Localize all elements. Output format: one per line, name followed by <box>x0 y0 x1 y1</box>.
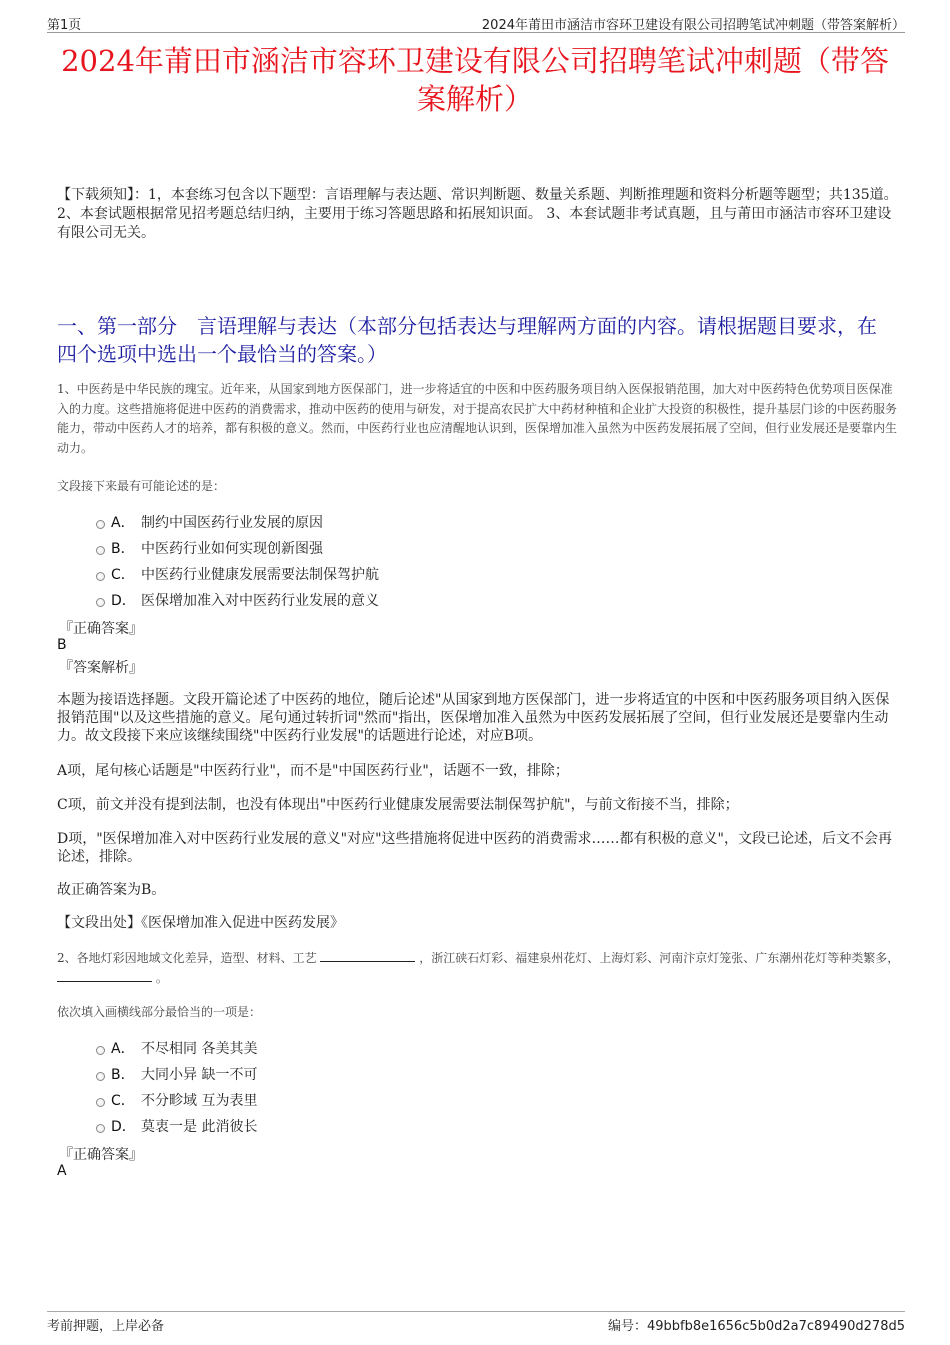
radio-button[interactable] <box>96 1046 105 1055</box>
option-letter: D． <box>111 593 136 609</box>
option-text: 莫衷一是 此消彼长 <box>141 1119 258 1135</box>
question-1-options <box>96 509 379 613</box>
question-1-prompt: 文段接下来最有可能论述的是： <box>57 479 226 493</box>
stem-text: 2、各地灯彩因地域文化差异，造型、材料、工艺 <box>57 951 317 965</box>
question-2-stem <box>57 949 902 988</box>
option-text: 中医药行业如何实现创新图强 <box>141 541 323 557</box>
option-text: 医保增加准入对中医药行业发展的意义 <box>141 593 379 609</box>
option-letter: B． <box>111 541 135 557</box>
option-letter: D． <box>111 1119 136 1135</box>
analysis-paragraph: 本题为接语选择题。文段开篇论述了中医药的地位，随后论述"从国家到地方医保部门，进一步将适宜的中医和中医药服务项目纳入医保报销范围"以及这些措施的意义。尾句通过转折词"然而"指出，医保增加准入虽然为中医药发展拓展了空间，但行业发展还是要靠内生动力。故文段接下来应该继续围绕"中医药行业发展"的话题进行论述，对应B项。 <box>57 692 890 744</box>
option-letter: A． <box>111 1041 135 1057</box>
question-1-option-b[interactable] <box>96 535 379 561</box>
analysis-label: 『答案解析』 <box>59 660 143 676</box>
option-letter: C． <box>111 567 135 583</box>
correct-answer-label: 『正确答案』 <box>59 1147 143 1163</box>
correct-answer: B <box>57 637 67 653</box>
radio-button[interactable] <box>96 572 105 581</box>
analysis-conclusion: 故正确答案为B。 <box>57 882 166 898</box>
radio-button[interactable] <box>96 1072 105 1081</box>
fill-blank <box>320 951 415 962</box>
page-header <box>47 12 905 33</box>
option-text: 中医药行业健康发展需要法制保驾护航 <box>141 567 379 583</box>
analysis-source: 【文段出处】《医保增加准入促进中医药发展》 <box>57 915 344 931</box>
download-notice: 【下载须知】：1，本套练习包含以下题型：言语理解与表达题、常识判断题、数量关系题、判断推理题和资料分析题等题型；共135道。 2、本套试题根据常见招考题总结归纳，主要用于练习答题思路和拓展知识面。 3、本套试题非考试真题，且与莆田市涵洁市容环卫建设有限公司无关。 <box>57 187 898 241</box>
question-2-prompt: 依次填入画横线部分最恰当的一项是： <box>57 1005 262 1019</box>
section-heading: 一、第一部分 言语理解与表达（本部分包括表达与理解两方面的内容。请根据题目要求，在四个选项中选出一个最恰当的答案。） <box>57 314 877 366</box>
question-1-option-d[interactable] <box>96 587 379 613</box>
option-letter: C． <box>111 1093 135 1109</box>
correct-answer: A <box>57 1163 67 1179</box>
page-footer <box>47 1311 905 1332</box>
option-text: 制约中国医药行业发展的原因 <box>141 515 323 531</box>
question-1-option-c[interactable] <box>96 561 379 587</box>
analysis-paragraph: C项，前文并没有提到法制，也没有体现出"中医药行业健康发展需要法制保驾护航"，与前文衔接不当，排除； <box>57 797 739 813</box>
option-letter: A． <box>111 515 135 531</box>
option-text: 不尽相同 各美其美 <box>141 1041 258 1057</box>
radio-button[interactable] <box>96 598 105 607</box>
option-letter: B． <box>111 1067 135 1083</box>
question-2-option-b[interactable] <box>96 1061 257 1087</box>
stem-text: 。 <box>155 970 168 985</box>
analysis-paragraph: D项，"医保增加准入对中医药行业发展的意义"对应"这些措施将促进中医药的消费需求……都有积极的意义"，文段已论述，后文不会再论述，排除。 <box>57 831 892 865</box>
page-number: 第1页 <box>47 18 82 33</box>
header-doc-title: 2024年莆田市涵洁市容环卫建设有限公司招聘笔试冲刺题（带答案解析） <box>481 18 905 33</box>
radio-button[interactable] <box>96 1098 105 1107</box>
stem-text: ，浙江硖石灯彩、福建泉州花灯、上海灯彩、河南汴京灯笼张、广东潮州花灯等种类繁多， <box>419 951 900 965</box>
radio-button[interactable] <box>96 520 105 529</box>
footer-serial: 编号：49bbfb8e1656c5b0d2a7c89490d278d5 <box>607 1319 905 1334</box>
question-2-options <box>96 1035 257 1139</box>
document-title: 2024年莆田市涵洁市容环卫建设有限公司招聘笔试冲刺题（带答案解析） <box>61 44 889 116</box>
question-2-option-c[interactable] <box>96 1087 257 1113</box>
footer-slogan: 考前押题，上岸必备 <box>47 1319 165 1334</box>
option-text: 大同小异 缺一不可 <box>141 1067 258 1083</box>
option-text: 不分畛域 互为表里 <box>141 1093 258 1109</box>
question-2-option-d[interactable] <box>96 1113 257 1139</box>
question-2-option-a[interactable] <box>96 1035 257 1061</box>
radio-button[interactable] <box>96 1124 105 1133</box>
question-1-option-a[interactable] <box>96 509 379 535</box>
fill-blank <box>57 971 152 982</box>
question-1-stem: 1、中医药是中华民族的瑰宝。近年来，从国家到地方医保部门，进一步将适宜的中医和中医药服务项目纳入医保报销范围，加大对中医药特色优势项目医保准入的力度。这些措施将促进中医药的消费需求，推动中医药的使用与研发，对于提高农民扩大中药材种植和企业扩大投资的积极性，提升基层门诊的中医药服务能力，带动中医药人才的培养，都有积极的意义。然而，中医药行业也应清醒地认识到，医保增加准入虽然为中医药发展拓展了空间，但行业发展还是要靠内生动力。 <box>57 382 898 455</box>
analysis-paragraph: A项，尾句核心话题是"中医药行业"，而不是"中国医药行业"，话题不一致，排除； <box>57 763 569 779</box>
radio-button[interactable] <box>96 546 105 555</box>
correct-answer-label: 『正确答案』 <box>59 621 143 637</box>
